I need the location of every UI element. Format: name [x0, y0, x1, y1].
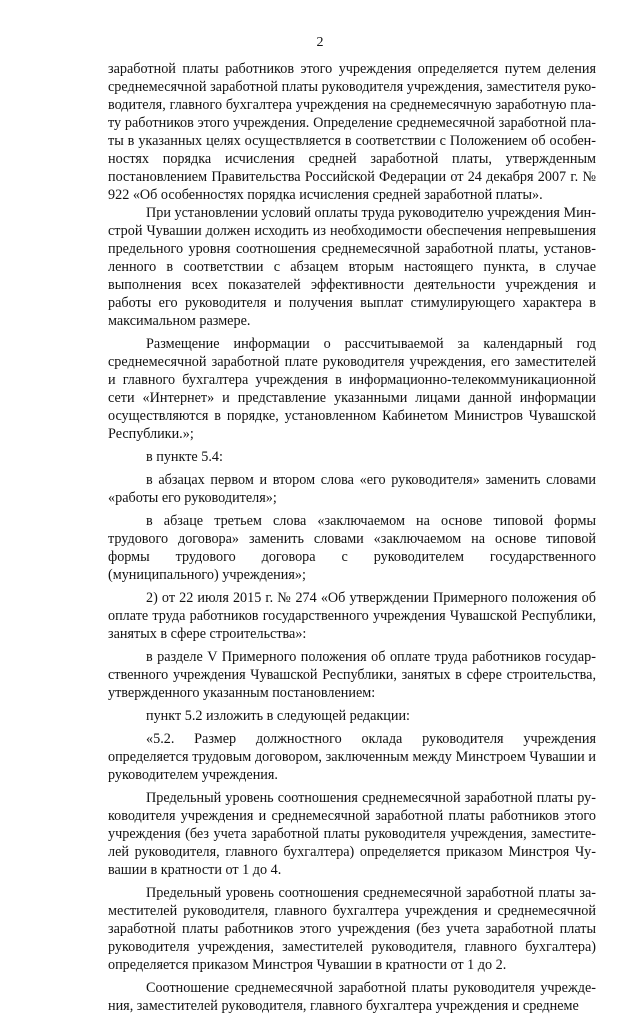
paragraph-point-5-4: в пункте 5.4: — [146, 449, 223, 465]
document-body — [108, 60, 596, 1015]
paragraph-deputy-ratio-limit: Предельный уровень соотношения среднемесячной заработной платы заместителей руководителя, главного бухгалтера учреждения и среднемесячной заработной платы работников этого учреждения (без учета заработной платы руководителя учреждения, заместителей руководителя, главного бухгалтера) определяется приказом Минстроя Чувашии в кратности от 1 до 2. — [108, 885, 596, 973]
paragraph-first-second-indents: в абзацах первом и втором слова «его руководителя» заменить словами «работы его руководителя»; — [108, 472, 596, 506]
paragraph-head-ratio-limit: Предельный уровень соотношения среднемесячной заработной платы руководителя учреждения и среднемесячной заработной платы работников этого учреждения (без учета заработной платы руководителя учреждения, заместителей руководителя, главного бухгалтера) определяется приказом Минстроя Чувашии в кратности от 1 до 4. — [108, 790, 596, 878]
paragraph-ratio-continuation: Соотношение среднемесячной заработной платы руководителя учреждения, заместителей руководителя, главного бухгалтера учреждения и среднеме — [108, 980, 596, 1014]
paragraph-third-indent: в абзаце третьем слова «заключаемом на основе типовой формы трудового договора» заменить словами «заключаемом на основе типовой формы трудового договора с руководителем государственного (муниципального) учреждения»; — [108, 513, 596, 583]
paragraph-point-5-2-intro: пункт 5.2 изложить в следующей редакции: — [146, 708, 410, 724]
paragraph-salary-ratio-definition: заработной платы работников этого учреждения определяется путем деления среднемесячной заработной платы руководителя учреждения, заместителя руководителя, главного бухгалтера учреждения на среднемесячную заработную плату работников этого учреждения. Определение среднемесячной заработной платы в указанных целях осуществляется в соответствии с Положением об особенностях порядка исчисления средней заработной платы, утвержденным постановлением Правительства Российской Федерации от 24 декабря 2007 г. № 922 «Об особенностях порядка исчисления средней заработной платы». — [108, 61, 596, 203]
paragraph-minstroy-conditions: При установлении условий оплаты труда руководителю учреждения Минстрой Чувашии должен исходить из необходимости обеспечения непревышения предельного уровня соотношения среднемесячной заработной платы, установленного в соответствии с абзацем вторым настоящего пункта, в случае выполнения всех показателей эффективности деятельности учреждения и работы его руководителя и получения выплат стимулирующего характера в максимальном размере. — [108, 205, 596, 329]
paragraph-resolution-274: 2) от 22 июля 2015 г. № 274 «Об утверждении Примерного положения об оплате труда работников государственного учреждения Чувашской Республики, занятых в сфере строительства»: — [108, 590, 596, 642]
paragraph-point-5-2: «5.2. Размер должностного оклада руководителя учреждения определяется трудовым договором, заключенным между Минстроем Чувашии и руководителем учреждения. — [108, 731, 596, 783]
paragraph-section-v: в разделе V Примерного положения об оплате труда работников государственного учреждения Чувашской Республики, занятых в сфере строительства, утвержденного указанным постановлением: — [108, 649, 596, 701]
paragraph-information-posting: Размещение информации о рассчитываемой за календарный год среднемесячной заработной плате руководителя учреждения, его заместителей и главного бухгалтера учреждения в информационно-телекоммуникационной сети «Интернет» и представление указанными лицами данной информации осуществляются в порядке, установленном Кабинетом Министров Чувашской Республики.»; — [108, 336, 596, 442]
page-number: 2 — [316, 35, 324, 50]
